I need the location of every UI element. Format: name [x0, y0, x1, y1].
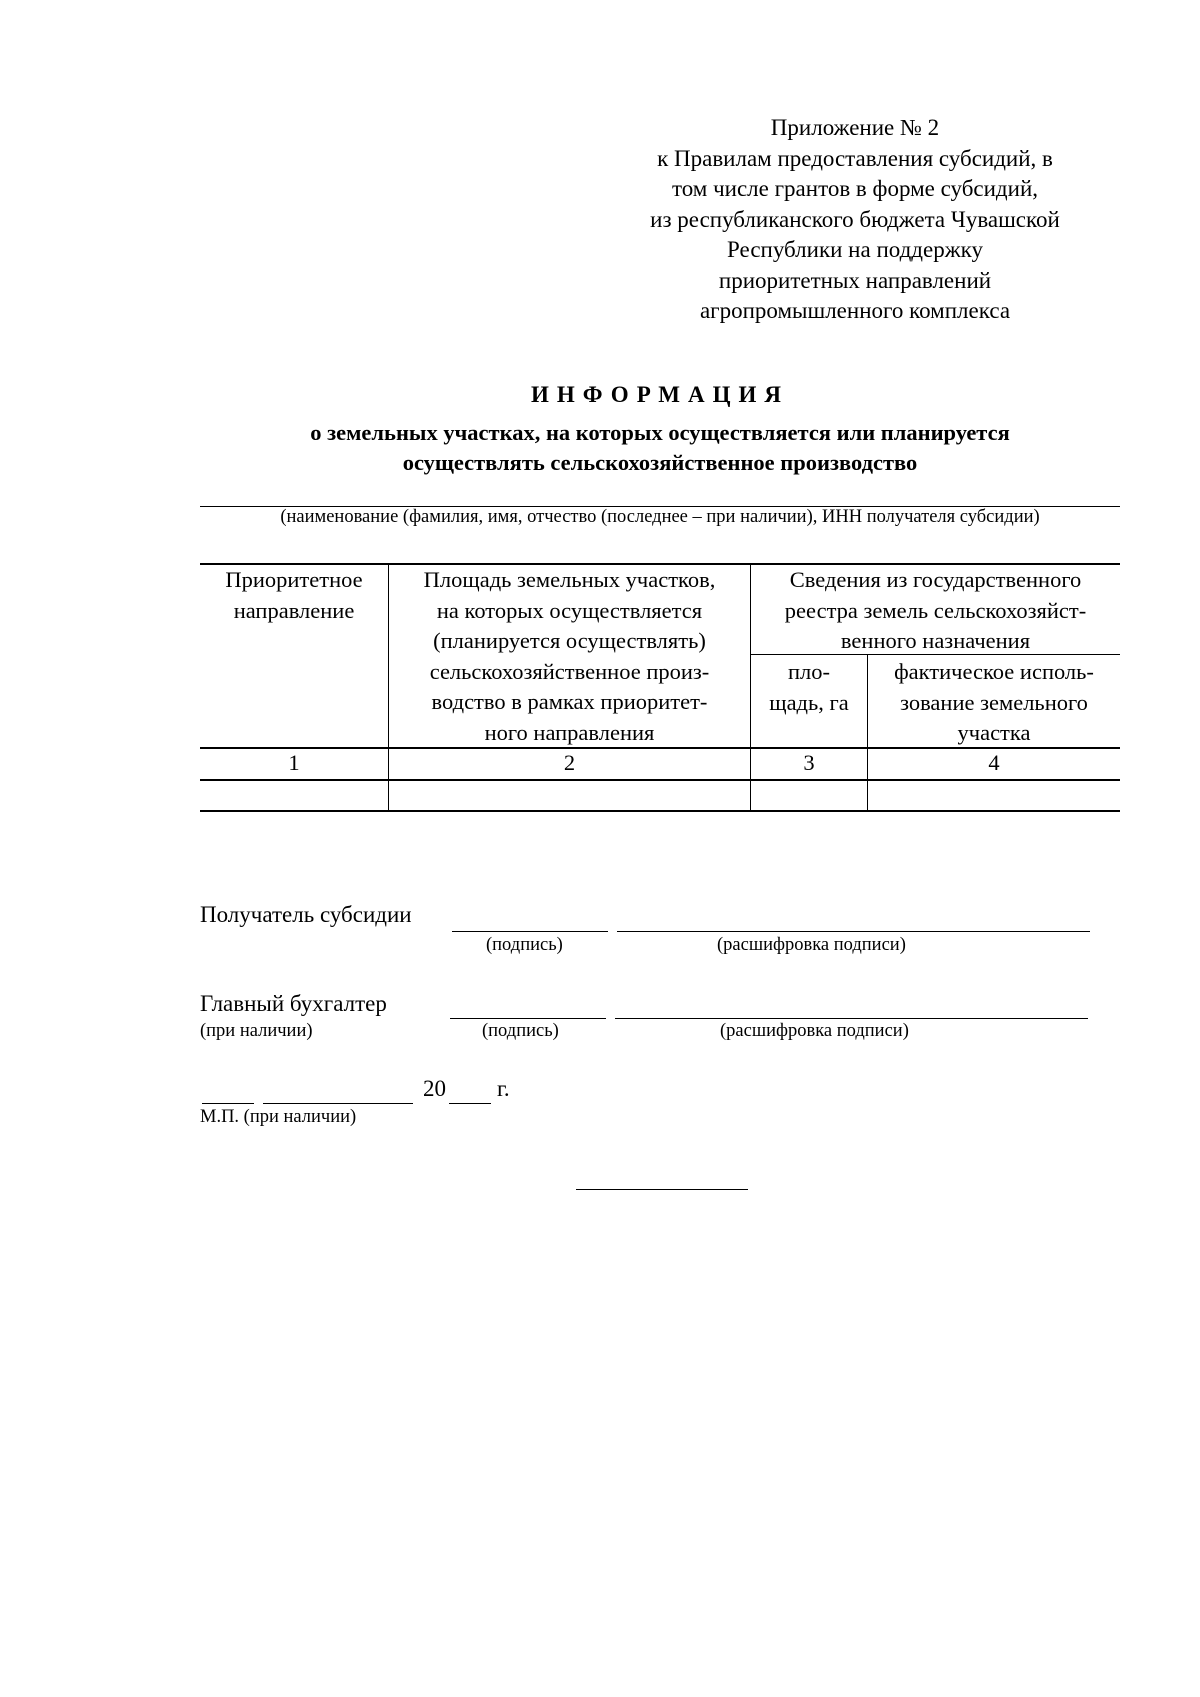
appendix-line: Республики на поддержку: [727, 237, 983, 262]
accountant-signature-line[interactable]: [450, 1018, 606, 1019]
header-land-area: [389, 565, 750, 748]
recipient-decoding-line[interactable]: [617, 931, 1090, 932]
closing-separator: [576, 1189, 748, 1190]
header-text: участка: [957, 720, 1031, 745]
appendix-line: к Правилам предоставления субсидий, в: [657, 145, 1053, 171]
appendix-line: агропромышленного комплекса: [699, 298, 1011, 323]
header-text: сельскохозяйственное произ-: [429, 658, 710, 684]
appendix-line: приоритетных направлений: [718, 267, 992, 293]
header-text: направление: [233, 597, 355, 623]
recipient-name-caption: (наименование (фамилия, имя, отчество (последнее – при наличии), ИНН получателя субсидии): [280, 507, 1040, 527]
recipient-decoding-caption: (расшифровка подписи): [717, 935, 906, 955]
header-area-ha: [751, 657, 867, 718]
table-border-bottom: [200, 810, 1120, 812]
header-registry-info: [751, 565, 1120, 657]
document-title: ИНФОРМАЦИЯ: [530, 382, 790, 407]
appendix-line: из республиканского бюджета Чувашской: [650, 206, 1060, 232]
date-day-line[interactable]: [202, 1103, 254, 1104]
header-text: Сведения из государственного: [789, 567, 1082, 592]
date-year-suffix: г.: [497, 1076, 510, 1101]
column-number-1: 1: [288, 750, 300, 775]
header-text: ного направления: [484, 719, 655, 745]
header-text: зование земельного: [900, 689, 1088, 715]
header-actual-use: [868, 657, 1120, 749]
recipient-label: Получатель субсидии: [200, 902, 412, 927]
header-priority-direction: [200, 565, 388, 626]
header-text: Приоритетное: [225, 567, 363, 592]
recipient-signature-line[interactable]: [452, 931, 608, 932]
accountant-note: (при наличии): [200, 1021, 313, 1041]
accountant-decoding-line[interactable]: [615, 1018, 1088, 1019]
header-text: на которых осуществляется: [436, 597, 703, 623]
data-cell-priority[interactable]: [200, 781, 388, 810]
date-year-prefix: 20: [423, 1076, 446, 1101]
header-text: фактическое исполь-: [894, 659, 1094, 684]
header-text: реестра земель сельскохозяйст-: [784, 597, 1087, 623]
column-number-3: 3: [803, 750, 815, 775]
date-month-line[interactable]: [263, 1103, 413, 1104]
header-text: Площадь земельных участков,: [423, 567, 716, 592]
header-text: водство в рамках приоритет-: [431, 689, 708, 714]
data-cell-registry-area[interactable]: [751, 781, 867, 810]
date-year-line[interactable]: [449, 1103, 491, 1104]
column-number-4: 4: [988, 750, 1000, 775]
header-text: (планируется осуществлять): [433, 628, 706, 653]
subtitle-line: о земельных участках, на которых осуществляется или планируется: [310, 420, 1010, 445]
appendix-line: Приложение № 2: [770, 115, 940, 140]
stamp-note: М.П. (при наличии): [200, 1107, 357, 1127]
column-number-2: 2: [563, 750, 576, 775]
subtitle-line: осуществлять сельскохозяйственное производство: [402, 450, 918, 475]
recipient-signature-caption: (подпись): [486, 935, 563, 955]
header-text: пло-: [787, 659, 830, 684]
data-cell-area[interactable]: [389, 781, 750, 810]
header-text: щадь, га: [769, 689, 849, 715]
appendix-line: том числе грантов в форме субсидий,: [671, 176, 1038, 201]
document-subtitle: [200, 418, 1120, 478]
appendix-block: [600, 113, 1110, 327]
accountant-decoding-caption: (расшифровка подписи): [720, 1021, 909, 1041]
header-text: венного назначения: [840, 628, 1031, 653]
data-cell-actual-use[interactable]: [868, 781, 1120, 810]
accountant-signature-caption: (подпись): [482, 1021, 559, 1041]
accountant-label: Главный бухгалтер: [200, 991, 387, 1016]
